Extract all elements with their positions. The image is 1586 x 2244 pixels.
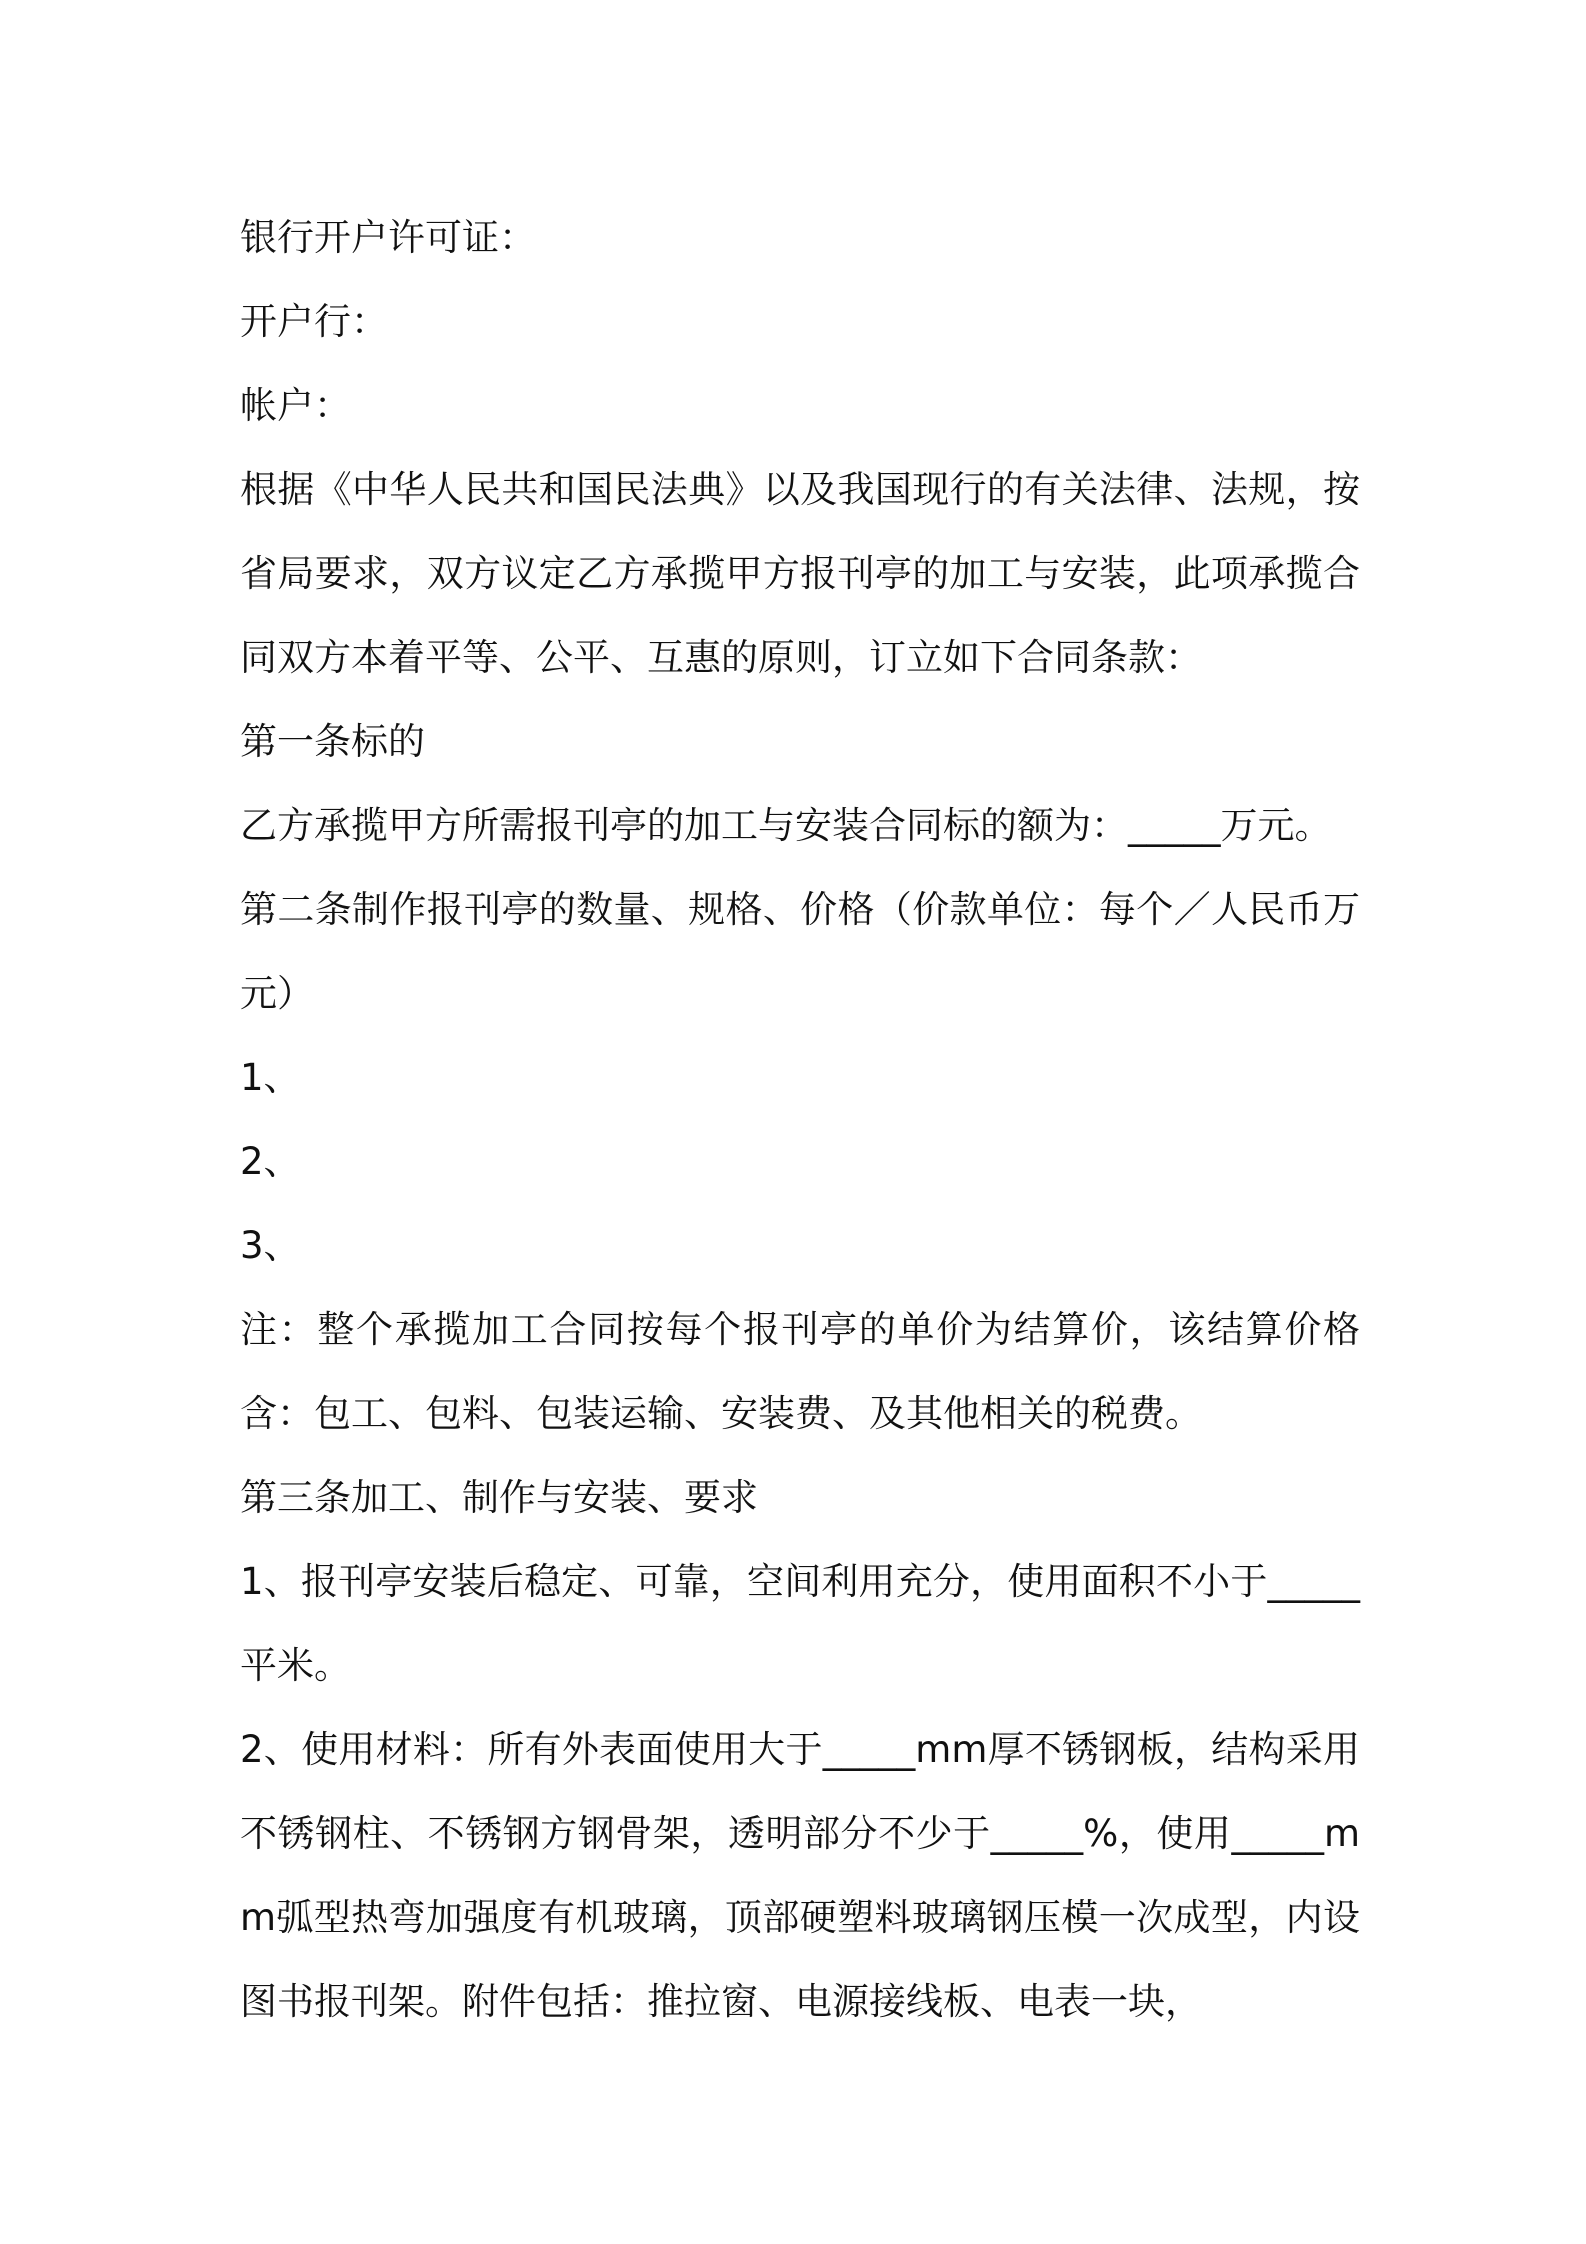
list-item: 1、 (240, 1056, 301, 1099)
list-item: 3、 (240, 1224, 301, 1267)
note-paragraph: 注：整个承揽加工合同按每个报刊亭的单价为结算价，该结算价格含：包工、包料、包装运输、安装费、及其他相关的税费。 (240, 1308, 1360, 1435)
preamble-paragraph: 根据《中华人民共和国民法典》以及我国现行的有关法律、法规，按省局要求，双方议定乙方承揽甲方报刊亭的加工与安装，此项承揽合同双方本着平等、公平、互惠的原则，订立如下合同条款： (240, 468, 1360, 679)
article-2-heading: 第二条制作报刊亭的数量、规格、价格（价款单位：每个／人民币万元） (240, 888, 1360, 1015)
document-body (240, 196, 1360, 2044)
account-line: 帐户： (240, 384, 351, 427)
article-3-heading: 第三条加工、制作与安装、要求 (240, 1476, 758, 1519)
opening-bank-line: 开户行： (240, 300, 388, 343)
article-1-body: 乙方承揽甲方所需报刊亭的加工与安装合同标的额为：_____万元。 (240, 804, 1332, 847)
bank-license-line: 银行开户许可证： (240, 216, 536, 259)
article-1-heading: 第一条标的 (240, 720, 425, 763)
article-3-item-1: 1、报刊亭安装后稳定、可靠，空间利用充分，使用面积不小于_____平米。 (240, 1560, 1360, 1687)
article-3-item-2: 2、使用材料：所有外表面使用大于_____mm厚不锈钢板，结构采用不锈钢柱、不锈钢方钢骨架，透明部分不少于_____%，使用_____mm弧型热弯加强度有机玻璃，顶部硬塑料玻璃钢压模一次成型，内设图书报刊架。附件包括：推拉窗、电源接线板、电表一块， (240, 1728, 1360, 2023)
list-item: 2、 (240, 1140, 301, 1183)
